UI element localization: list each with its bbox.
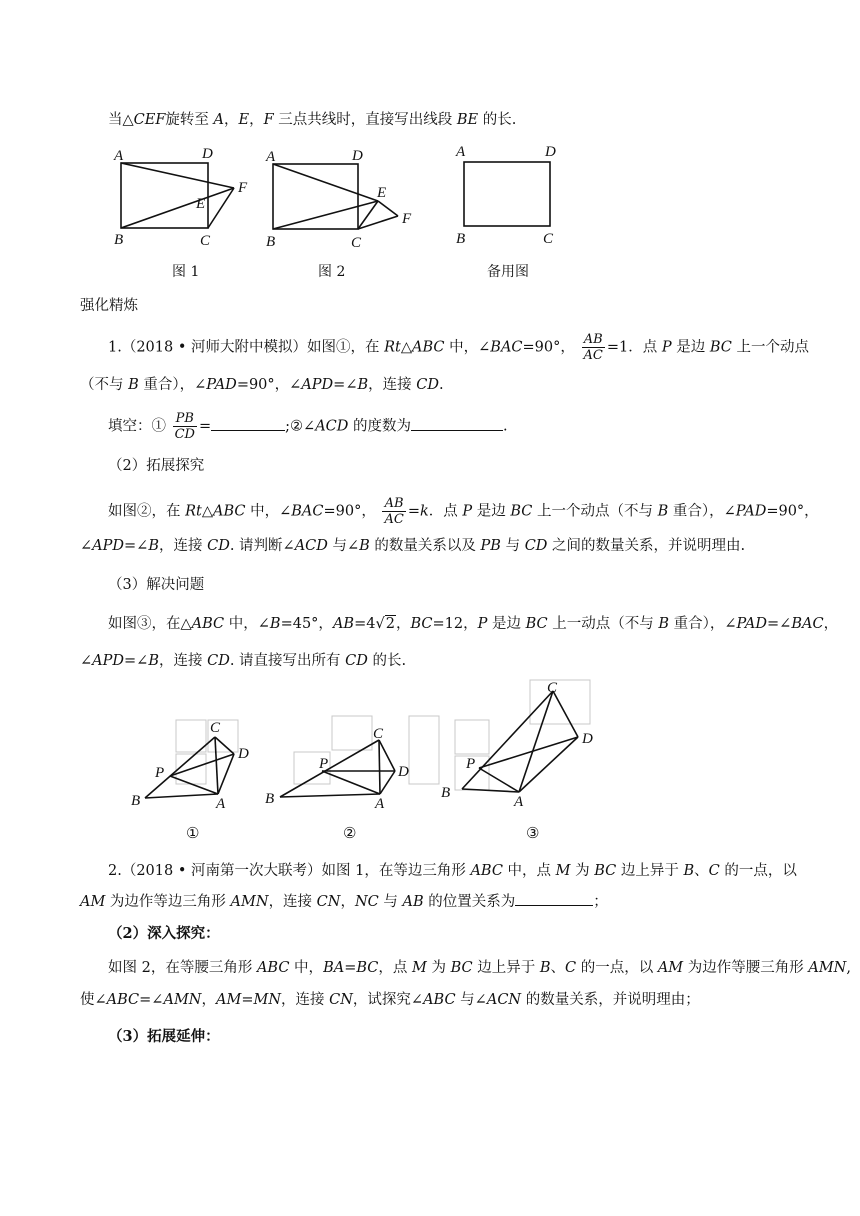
label-c: C xyxy=(200,233,211,249)
label-a: A xyxy=(216,796,226,812)
math-var: Rt xyxy=(384,339,401,356)
label-b: B xyxy=(265,791,275,807)
math-var: BAC xyxy=(791,616,824,632)
text: 如图②，在 xyxy=(108,503,186,520)
text: 重合），∠ xyxy=(668,503,736,520)
math-var: AMN xyxy=(808,960,847,976)
math-var: ACD xyxy=(294,538,328,554)
text: ．点 xyxy=(428,503,463,520)
math-var: PAD xyxy=(735,503,767,520)
math-var: APD xyxy=(92,538,125,554)
q2-sub3-title: （3）拓展延伸： xyxy=(108,1028,220,1045)
label-a: A xyxy=(266,149,276,165)
text: ， xyxy=(201,992,216,1008)
text: . xyxy=(503,418,508,435)
math-var: A xyxy=(213,112,224,128)
math-var: ABC xyxy=(412,339,445,356)
text: 的位置关系为 xyxy=(423,894,516,910)
numerator: AB xyxy=(582,332,605,348)
label-b: B xyxy=(131,793,141,809)
grid-box xyxy=(455,720,489,754)
text: ，连接 xyxy=(368,377,417,393)
text: 是边 xyxy=(472,503,511,520)
text: 是边 xyxy=(487,616,526,632)
text: =4 xyxy=(354,616,376,632)
label-f: F xyxy=(402,211,412,227)
text: 的数量关系，并说明理由； xyxy=(521,992,700,1008)
text: △ xyxy=(400,339,413,356)
math-var: PAD xyxy=(736,616,768,632)
q1-sub3-title: （3）解决问题 xyxy=(108,577,205,593)
math-var: P xyxy=(462,503,473,520)
denominator: AC xyxy=(583,348,603,363)
text: 、 xyxy=(550,960,565,976)
math-var: B xyxy=(657,503,669,520)
math-var: AMN xyxy=(230,894,269,910)
text: =∠ xyxy=(124,538,149,554)
text: =45°， xyxy=(280,616,333,632)
text: 为 xyxy=(570,863,595,879)
math-var: M xyxy=(412,960,427,976)
text: △ xyxy=(201,503,214,520)
math-var: F xyxy=(263,112,274,128)
text: 如图 2，在等腰三角形 xyxy=(108,960,257,976)
text: =∠ xyxy=(124,653,149,669)
text: . 请直接写出所有 xyxy=(229,653,346,669)
math-var: APD xyxy=(92,653,125,669)
text: 与 xyxy=(500,538,525,554)
text: 三点共线时，直接写出线段 xyxy=(273,112,457,128)
math-var: MN xyxy=(253,992,282,1008)
math-var: NC xyxy=(354,894,379,910)
label-c: C xyxy=(543,231,554,247)
text: =1．点 xyxy=(606,339,662,356)
label-e: E xyxy=(377,185,387,201)
section-title: 强化精炼 xyxy=(80,298,138,314)
text: ;②∠ xyxy=(285,418,316,435)
math-var: BAC xyxy=(490,339,523,356)
label-b: B xyxy=(114,232,124,248)
label-b: B xyxy=(441,785,451,801)
text: 的长. xyxy=(478,112,517,128)
text: 2.（2018 • 河南第一次大联考）如图 1，在等边三角形 xyxy=(108,863,471,879)
segment-pa xyxy=(479,768,519,792)
text: 边上异于 xyxy=(616,863,684,879)
math-var: B xyxy=(148,538,159,554)
math-var: Rt xyxy=(185,503,202,520)
math-var: ABC xyxy=(106,992,140,1008)
text: 中，∠ xyxy=(245,503,292,520)
math-var: ABC xyxy=(470,863,503,879)
math-var: BC xyxy=(410,616,433,632)
text: =90°， xyxy=(323,503,376,520)
text: ∠ xyxy=(80,538,93,554)
text: = xyxy=(344,960,357,976)
math-var: PAD xyxy=(206,377,237,393)
math-var: CD xyxy=(207,538,230,554)
label-c: C xyxy=(210,720,221,736)
math-var: CD xyxy=(345,653,368,669)
math-var: CEF xyxy=(133,112,166,128)
math-var: P xyxy=(661,339,672,356)
math-var: BC xyxy=(356,960,379,976)
math-var: B xyxy=(539,960,551,976)
text: ，连接 xyxy=(281,992,330,1008)
text: 边上异于 xyxy=(472,960,540,976)
math-var: B xyxy=(269,616,281,632)
text: ，连接 xyxy=(268,894,317,910)
math-var: B xyxy=(148,653,159,669)
q1-sub2-title: （2）拓展探究 xyxy=(108,458,205,474)
text: 的一点，以 xyxy=(719,863,797,879)
text: 1.（2018 • 河师大附中模拟）如图①，在 xyxy=(108,339,385,356)
label-c: C xyxy=(547,680,558,696)
math-var: ABC xyxy=(191,616,225,632)
numerator: AB xyxy=(382,496,405,512)
math-var: ACN xyxy=(486,992,522,1008)
text: 中， xyxy=(289,960,324,976)
label-p: P xyxy=(466,756,476,772)
text: =∠ xyxy=(139,992,164,1008)
math-var: BC xyxy=(709,339,732,356)
text: 的一点，以 xyxy=(576,960,658,976)
caption-fig-q1-1: ① xyxy=(186,824,200,842)
radicand: 2 xyxy=(385,616,395,632)
text: ∠ xyxy=(80,653,93,669)
label-d: D xyxy=(352,148,363,164)
caption-fig-q1-2: ② xyxy=(343,824,357,842)
text: 重合），∠ xyxy=(138,377,207,393)
label-b: B xyxy=(266,234,276,250)
text: 为 xyxy=(426,960,451,976)
text: ， xyxy=(340,894,355,910)
text: ， xyxy=(823,616,839,632)
label-b: B xyxy=(456,231,466,247)
text: 的数量关系以及 xyxy=(369,538,481,554)
math-var: C xyxy=(564,960,577,976)
q2-line-1 xyxy=(108,861,797,881)
math-var: APD xyxy=(301,377,334,393)
math-var: AB xyxy=(332,616,355,632)
text: ， xyxy=(249,112,264,128)
math-var: CD xyxy=(207,653,230,669)
label-d: D xyxy=(398,764,409,780)
math-var: AB xyxy=(402,894,424,910)
q2-sub2-title: （2）深入探究： xyxy=(108,925,220,942)
text: 当△ xyxy=(108,112,134,128)
text: . 请判断∠ xyxy=(229,538,295,554)
text: =∠ xyxy=(767,616,792,632)
label-p: P xyxy=(319,756,329,772)
text: 与 xyxy=(378,894,403,910)
caption-fig-q1-3: ③ xyxy=(526,824,540,842)
grid-box xyxy=(530,680,590,724)
label-a: A xyxy=(456,144,466,160)
text: ， xyxy=(224,112,239,128)
text: = xyxy=(241,992,254,1008)
math-var: AM xyxy=(80,894,106,910)
text: 为边作等边三角形 xyxy=(105,894,231,910)
text: 与∠ xyxy=(327,538,360,554)
text: = xyxy=(198,418,212,435)
math-var: BA xyxy=(323,960,345,976)
text: 的长. xyxy=(367,653,407,669)
label-d: D xyxy=(238,746,249,762)
text: 中，∠ xyxy=(444,339,491,356)
caption-spare: 备用图 xyxy=(487,264,529,280)
math-var: ABC xyxy=(256,960,290,976)
math-var: B xyxy=(357,377,369,393)
math-var: BC xyxy=(525,616,548,632)
text: =∠ xyxy=(333,377,358,393)
q2-line-4 xyxy=(80,990,700,1010)
label-a: A xyxy=(375,796,385,812)
label-c: C xyxy=(373,726,384,742)
text: （不与 xyxy=(80,377,129,393)
label-c: C xyxy=(351,235,362,251)
text: 上一个动点（不与 xyxy=(532,503,658,520)
text: 填空：① xyxy=(108,418,166,435)
math-var: CN xyxy=(329,992,353,1008)
caption-fig-1: 图 1 xyxy=(172,264,200,280)
denominator: CD xyxy=(174,427,195,442)
label-d: D xyxy=(202,146,213,162)
segment-cd xyxy=(553,691,578,737)
text: ， xyxy=(395,616,411,632)
text: ，试探究∠ xyxy=(352,992,424,1008)
math-var: BAC xyxy=(291,503,324,520)
math-var: AMN xyxy=(163,992,202,1008)
text: 与∠ xyxy=(455,992,487,1008)
text: 中，点 xyxy=(502,863,556,879)
text: 如图③，在△ xyxy=(108,616,192,632)
text: 上一动点（不与 xyxy=(547,616,659,632)
text: 之间的数量关系，并说明理由. xyxy=(547,538,746,554)
q2-line-3 xyxy=(108,958,851,978)
caption-fig-2: 图 2 xyxy=(318,264,346,280)
text: 的度数为 xyxy=(348,418,411,435)
math-var: B xyxy=(683,863,695,879)
label-e: E xyxy=(196,196,206,212)
math-var: B xyxy=(128,377,139,393)
math-var: CD xyxy=(524,538,548,554)
label-f: F xyxy=(238,180,248,196)
text: ，连接 xyxy=(158,653,208,669)
label-a: A xyxy=(114,148,124,164)
math-var: BC xyxy=(510,503,533,520)
math-var: E xyxy=(238,112,250,128)
math-var: M xyxy=(555,863,571,879)
text: =90°， xyxy=(766,503,819,520)
math-var: C xyxy=(708,863,720,879)
math-var: BE xyxy=(456,112,479,128)
math-var: B xyxy=(359,538,370,554)
text: 使∠ xyxy=(80,992,107,1008)
text: ，点 xyxy=(378,960,412,976)
math-var: ABC xyxy=(213,503,246,520)
label-d: D xyxy=(582,731,593,747)
math-var: AM xyxy=(657,960,684,976)
text: =12， xyxy=(432,616,478,632)
math-var: BC xyxy=(594,863,617,879)
math-var: AM xyxy=(215,992,242,1008)
label-d: D xyxy=(545,144,556,160)
q2-line-2 xyxy=(80,891,608,912)
math-var: PB xyxy=(480,538,501,554)
math-var: P xyxy=(477,616,488,632)
text: 重合），∠ xyxy=(668,616,737,632)
text: ； xyxy=(593,894,608,910)
segment-bc xyxy=(462,691,553,789)
text: 为边作等腰三角形 xyxy=(683,960,809,976)
math-var: ABC xyxy=(423,992,456,1008)
math-var: BC xyxy=(450,960,473,976)
sqrt-symbol: √2 xyxy=(375,616,395,632)
text: =90°，∠ xyxy=(236,377,302,393)
text: 是边 xyxy=(671,339,710,356)
text: , xyxy=(846,960,851,976)
text: ，连接 xyxy=(158,538,208,554)
text: =90°， xyxy=(522,339,575,356)
denominator: AC xyxy=(384,512,404,527)
math-var: CD xyxy=(416,377,439,393)
math-var: B xyxy=(658,616,669,632)
numerator: PB xyxy=(173,411,197,427)
text: 旋转至 xyxy=(165,112,214,128)
math-var: ACD xyxy=(315,418,349,435)
label-p: P xyxy=(155,765,165,781)
text: = xyxy=(407,503,420,520)
text: 上一个动点 xyxy=(731,339,809,356)
math-var: CN xyxy=(316,894,341,910)
math-var: k xyxy=(419,503,429,520)
answer-blank-3[interactable] xyxy=(515,891,593,906)
text: . xyxy=(438,377,444,393)
label-a: A xyxy=(514,794,524,810)
text: 中，∠ xyxy=(224,616,270,632)
text: 、 xyxy=(694,863,709,879)
